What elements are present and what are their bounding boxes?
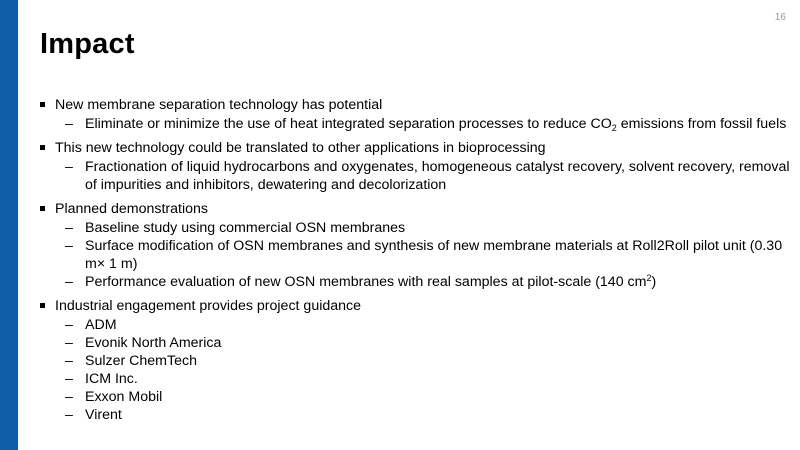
bullet-item bbox=[40, 139, 790, 194]
square-bullet-icon bbox=[40, 303, 45, 308]
dash-bullet-icon: – bbox=[65, 220, 73, 236]
sub-bullet-item bbox=[55, 334, 790, 352]
dash-bullet-icon: – bbox=[65, 274, 73, 290]
text-segment: ) bbox=[651, 274, 657, 290]
sub-bullet-text: Evonik North America bbox=[85, 335, 222, 351]
sub-bullet-text bbox=[85, 116, 786, 132]
sub-bullet-item bbox=[55, 219, 790, 237]
dash-bullet-icon: – bbox=[65, 159, 73, 175]
bullet-item bbox=[40, 200, 790, 291]
bullet-text: New membrane separation technology has potential bbox=[55, 97, 383, 113]
dash-bullet-icon: – bbox=[65, 116, 73, 132]
text-segment: Eliminate or minimize the use of heat integrated separation processes to reduce CO bbox=[85, 116, 612, 132]
sub-bullet-list bbox=[55, 219, 790, 291]
page-number: 16 bbox=[774, 12, 786, 23]
sub-bullet-text: Fractionation of liquid hydrocarbons and oxygenates, homogeneous catalyst recovery, solvent recovery, removal of impurities and inhibitors, dewatering and decolorization bbox=[85, 159, 790, 193]
superscript-text: 2 bbox=[646, 273, 652, 283]
slide-title: Impact bbox=[40, 28, 135, 60]
sub-bullet-text: Surface modification of OSN membranes and synthesis of new membrane materials at Roll2Roll pilot unit (0.30 m× 1 m) bbox=[85, 238, 783, 272]
square-bullet-icon bbox=[40, 102, 45, 107]
dash-bullet-icon: – bbox=[65, 238, 73, 254]
sub-bullet-list bbox=[55, 115, 790, 133]
sub-bullet-item bbox=[55, 158, 790, 194]
sub-bullet-text: ADM bbox=[85, 317, 117, 333]
dash-bullet-icon: – bbox=[65, 335, 73, 351]
dash-bullet-icon: – bbox=[65, 317, 73, 333]
dash-bullet-icon: – bbox=[65, 371, 73, 387]
sub-bullet-text: Virent bbox=[85, 407, 122, 423]
dash-bullet-icon: – bbox=[65, 353, 73, 369]
sub-bullet-text: Sulzer ChemTech bbox=[85, 353, 197, 369]
sub-bullet-text: Exxon Mobil bbox=[85, 389, 163, 405]
sub-bullet-item bbox=[55, 352, 790, 370]
bullet-item bbox=[40, 297, 790, 424]
sub-bullet-item bbox=[55, 115, 790, 133]
bullet-text: Planned demonstrations bbox=[55, 201, 209, 217]
bullet-text: This new technology could be translated to other applications in bioprocessing bbox=[55, 140, 546, 156]
sub-bullet-item bbox=[55, 388, 790, 406]
sub-bullet-list bbox=[55, 316, 790, 424]
sub-bullet-text bbox=[85, 274, 656, 290]
bullet-item bbox=[40, 96, 790, 133]
sub-bullet-text: ICM Inc. bbox=[85, 371, 138, 387]
sub-bullet-list bbox=[55, 158, 790, 194]
dash-bullet-icon: – bbox=[65, 407, 73, 423]
sub-bullet-item bbox=[55, 273, 790, 291]
square-bullet-icon bbox=[40, 145, 45, 150]
bullet-list bbox=[40, 96, 790, 430]
dash-bullet-icon: – bbox=[65, 389, 73, 405]
subscript-text: 2 bbox=[611, 123, 617, 133]
square-bullet-icon bbox=[40, 206, 45, 211]
sub-bullet-item bbox=[55, 370, 790, 388]
bullet-text: Industrial engagement provides project guidance bbox=[55, 298, 362, 314]
text-segment: Performance evaluation of new OSN membranes with real samples at pilot-scale (140 cm bbox=[85, 274, 647, 290]
text-segment: emissions from fossil fuels bbox=[616, 116, 787, 132]
sub-bullet-item bbox=[55, 237, 790, 273]
sub-bullet-item bbox=[55, 406, 790, 424]
sub-bullet-item bbox=[55, 316, 790, 334]
left-accent-bar bbox=[0, 0, 18, 450]
sub-bullet-text: Baseline study using commercial OSN membranes bbox=[85, 220, 406, 236]
